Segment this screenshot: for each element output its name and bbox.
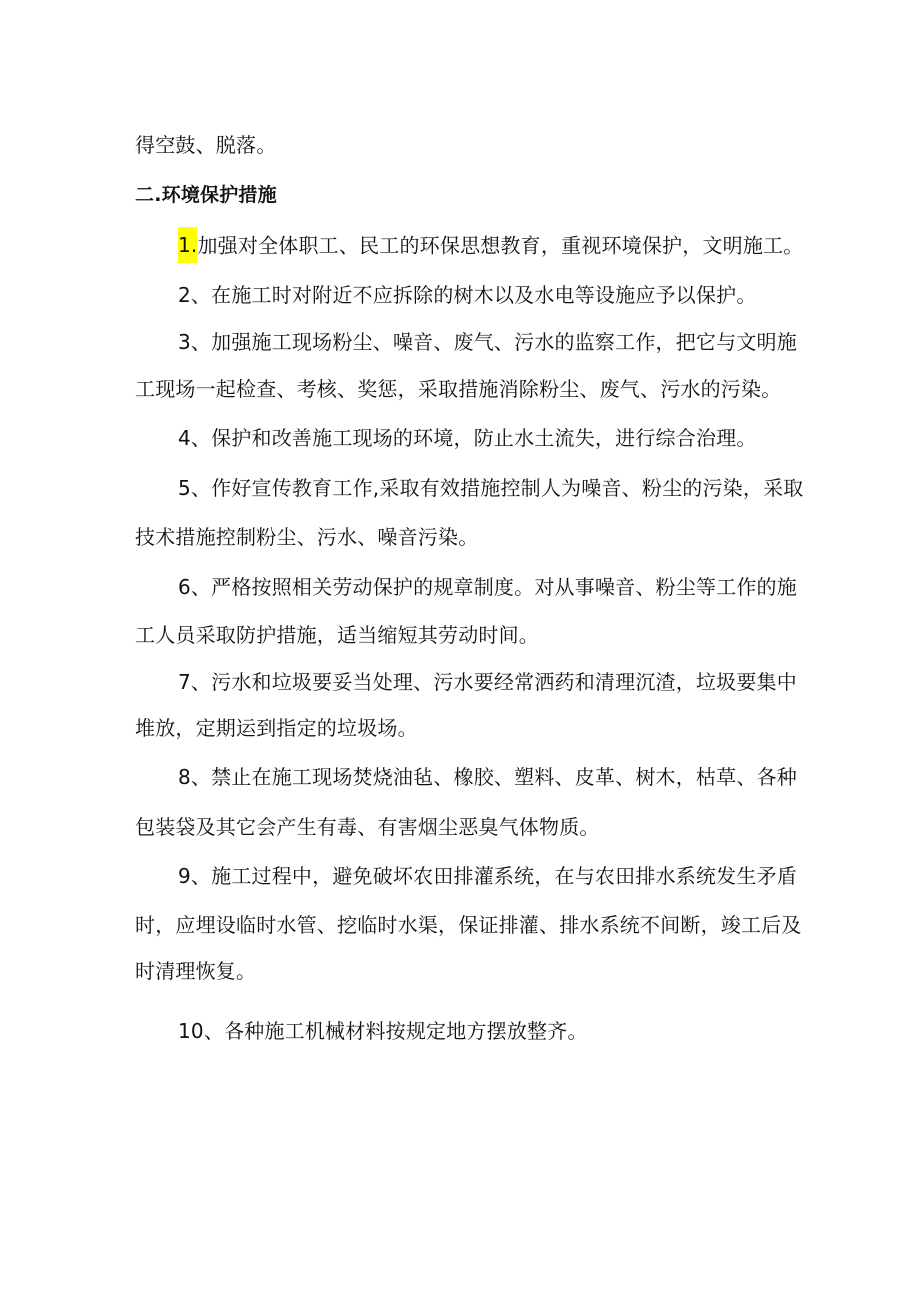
- list-item-1: 1.加强对全体职工、民工的环保思想教育，重视环境保护，文明施工。: [178, 231, 803, 263]
- list-item-9: 9、施工过程中，避免破坏农田排灌系统，在与农田排水系统发生矛盾: [178, 864, 797, 888]
- list-item-6: 6、严格按照相关劳动保护的规章制度。对从事噪音、粉尘等工作的施: [178, 575, 797, 599]
- list-item-9-continuation: 时，应埋设临时水管、挖临时水渠，保证排灌、排水系统不间断，竣工后及: [135, 913, 802, 937]
- continuation-text: 得空鼓、脱落。: [135, 133, 277, 157]
- list-item-10: 10、各种施工机械材料按规定地方摆放整齐。: [178, 1019, 588, 1043]
- list-item-7-continuation: 堆放，定期运到指定的垃圾场。: [135, 716, 418, 740]
- list-item-8-continuation: 包装袋及其它会产生有毒、有害烟尘恶臭气体物质。: [135, 815, 600, 839]
- item-number-highlight: 1.: [178, 227, 197, 263]
- list-item-6-continuation: 工人员采取防护措施，适当缩短其劳动时间。: [135, 623, 539, 647]
- list-item-4: 4、保护和改善施工现场的环境，防止水土流失，进行综合治理。: [178, 426, 757, 450]
- list-item-2: 2、在施工时对附近不应拆除的树木以及水电等设施应予以保护。: [178, 283, 757, 307]
- list-item-3: 3、加强施工现场粉尘、噪音、废气、污水的监察工作，把它与文明施: [178, 330, 797, 354]
- list-item-9-continuation-2: 时清理恢复。: [135, 959, 257, 983]
- list-item-5: 5、作好宣传教育工作,采取有效措施控制人为噪音、粉尘的污染，采取: [178, 476, 804, 500]
- list-item-3-continuation: 工现场一起检查、考核、奖惩，采取措施消除粉尘、废气、污水的污染。: [135, 377, 782, 401]
- section-heading: 二.环境保护措施: [135, 184, 277, 206]
- list-item-8: 8、禁止在施工现场焚烧油毡、橡胶、塑料、皮革、树木，枯草、各种: [178, 765, 797, 789]
- list-item-7: 7、污水和垃圾要妥当处理、污水要经常洒药和清理沉渣，垃圾要集中: [178, 670, 797, 694]
- list-item-5-continuation: 技术措施控制粉尘、污水、噪音污染。: [135, 525, 479, 549]
